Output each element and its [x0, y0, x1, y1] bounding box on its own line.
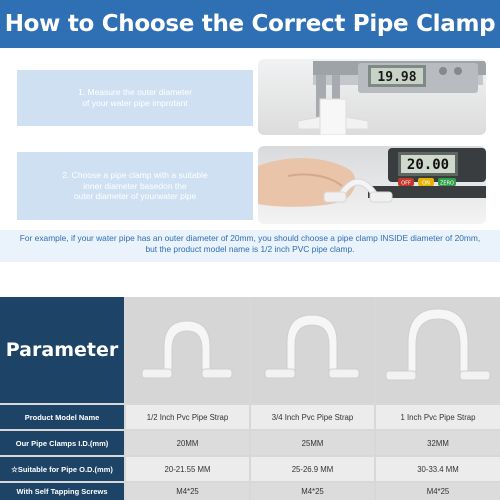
parameter-heading-cell — [0, 297, 124, 403]
caliper-reading-1: 19.98 — [377, 70, 417, 85]
page-title: How to Choose the Correct Pipe Clamp — [4, 11, 496, 37]
caliper-reading-2: 20.00 — [406, 157, 450, 173]
zero-button-label: ZERO — [440, 180, 454, 187]
cell-id-one-inch: 32MM — [376, 431, 500, 455]
cell-model-one-inch: 1 Inch Pvc Pipe Strap — [376, 405, 500, 429]
cell-od-one-inch: 30-33.4 MM — [376, 457, 500, 481]
step-2-box — [17, 152, 253, 220]
example-line-2: but the product model name is 1/2 inch PVC pipe clamp. — [145, 244, 355, 255]
cell-screws-three-quarter-inch: M4*25 — [251, 483, 374, 500]
banner-header — [0, 0, 500, 48]
cell-model-three-quarter-inch: 3/4 Inch Pvc Pipe Strap — [251, 405, 374, 429]
cell-screws-half-inch: M4*25 — [126, 483, 249, 500]
step-2-text: 2. Choose a pipe clamp with a suitable inner diameter basedon the outer diameter of yourwater pipe — [62, 170, 208, 202]
example-note — [0, 230, 500, 262]
cell-screws-one-inch: M4*25 — [376, 483, 500, 500]
clamp-image-one-inch — [376, 297, 500, 403]
caliper-measure-photo — [258, 59, 486, 135]
clamp-measure-photo — [258, 146, 486, 224]
step-1-box — [17, 70, 253, 126]
cell-od-three-quarter-inch: 25-26.9 MM — [251, 457, 374, 481]
cell-model-half-inch: 1/2 Inch Pvc Pipe Strap — [126, 405, 249, 429]
cell-od-half-inch: 20-21.55 MM — [126, 457, 249, 481]
parameter-heading: Parameter — [5, 339, 119, 361]
row-label-inner-diameter: Our Pipe Clamps I.D.(mm) — [0, 431, 124, 455]
clamp-image-three-quarter-inch — [251, 297, 374, 403]
clamp-image-half-inch — [126, 297, 249, 403]
cell-id-half-inch: 20MM — [126, 431, 249, 455]
example-line-1: For example, if your water pipe has an outer diameter of 20mm, you should choose a pipe clamp INSIDE diameter of 20mm, — [19, 233, 481, 243]
row-label-outer-diameter: ☆Suitable for Pipe O.D.(mm) — [0, 457, 124, 481]
row-label-screws: With Self Tapping Screws — [0, 483, 124, 500]
off-button-label: OFF — [401, 180, 411, 187]
parameter-table — [0, 297, 500, 500]
row-label-model: Product Model Name — [0, 405, 124, 429]
cell-id-three-quarter-inch: 25MM — [251, 431, 374, 455]
on-button-label: ON — [422, 180, 430, 187]
step-1-text: 1. Measure the outer diameter of your water pipe improtant — [78, 87, 192, 108]
